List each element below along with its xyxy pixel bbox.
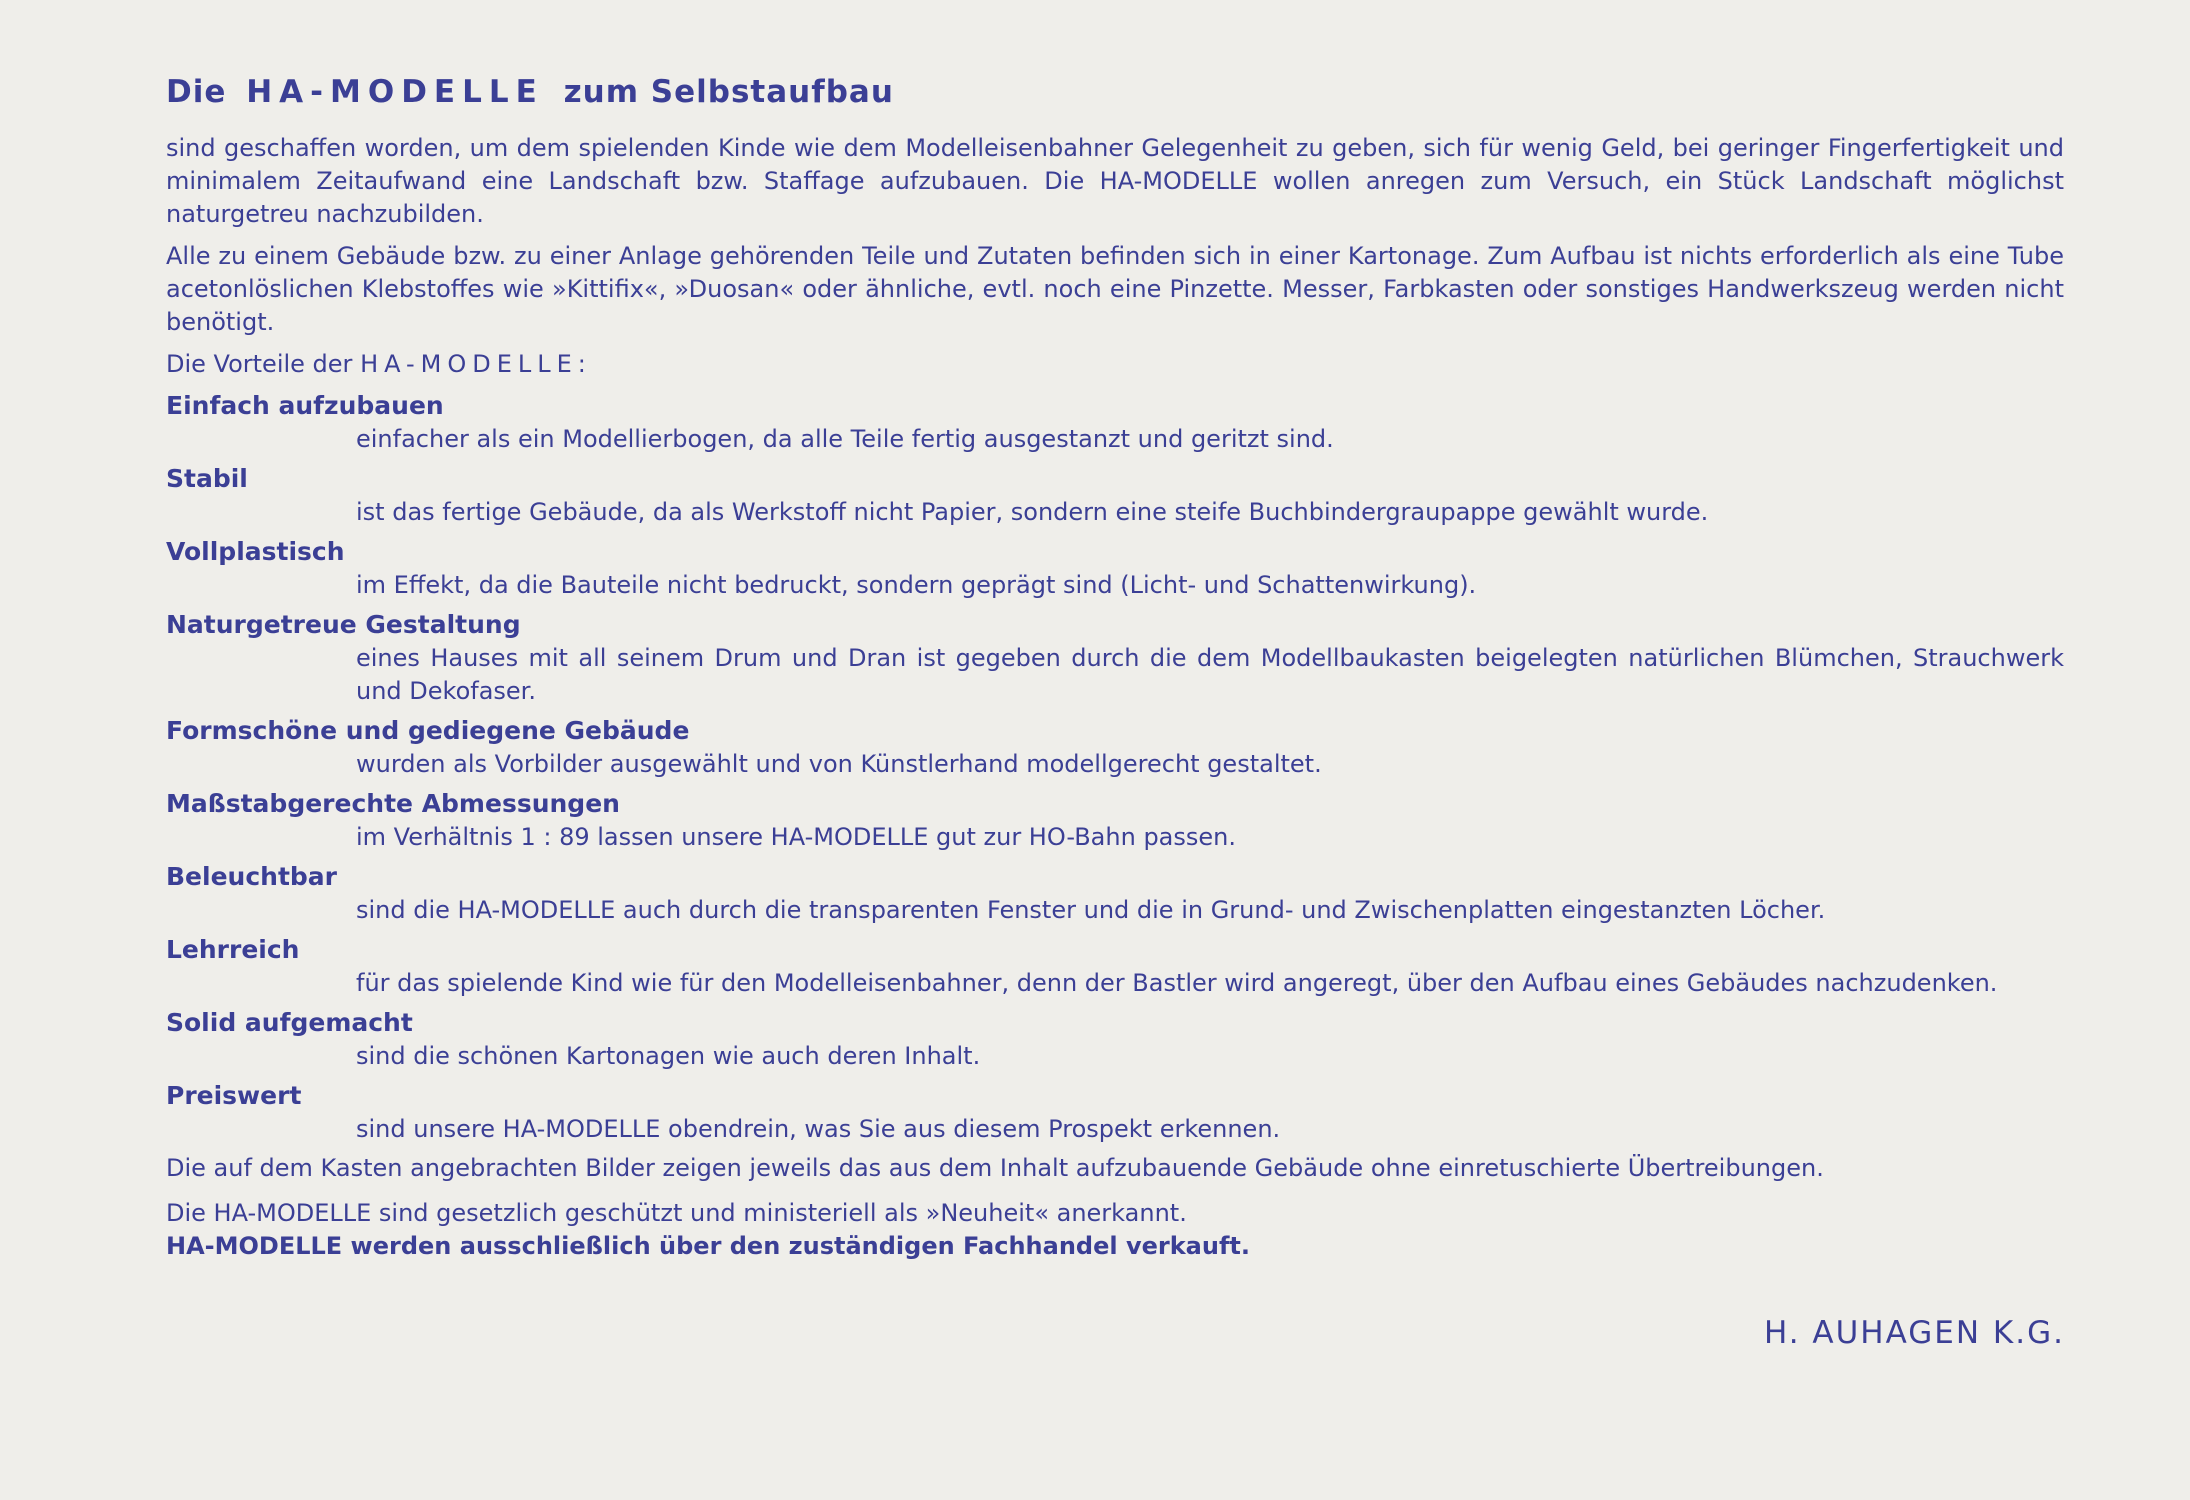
title-prefix: Die (166, 74, 227, 110)
feature-heading: Stabil (166, 464, 248, 493)
protection-note: Die HA-MODELLE sind gesetzlich geschützt und ministeriell als »Neuheit« anerkannt. (166, 1199, 1187, 1227)
feature-heading: Formschöne und gediegene Gebäude (166, 716, 690, 745)
title-brand: HA-MODELLE (246, 74, 544, 110)
intro-paragraph-2: Alle zu einem Gebäude bzw. zu einer Anlage gehörenden Teile und Zutaten befinden sich in einer Kartonage. Zum Aufbau ist nichts erforderlich als eine Tube acetonlöslichen Klebstoffes wie »Kittifix«, »Duosan« oder ähnliche, evtl. noch eine Pinzette. Messer, Farbkasten oder sonstiges Handwerkszeug werden nicht benötigt. (166, 242, 2064, 336)
feature-text: ist das fertige Gebäude, da als Werkstoff nicht Papier, sondern eine steife Buchbindergraupappe gewählt wurde. (356, 498, 1709, 526)
feature-heading: Lehrreich (166, 935, 300, 964)
feature-heading: Preiswert (166, 1081, 302, 1110)
feature-text: einfacher als ein Modellierbogen, da alle Teile fertig ausgestanzt und geritzt sind. (356, 425, 1334, 453)
feature-item (166, 714, 2064, 781)
feature-heading: Beleuchtbar (166, 862, 337, 891)
feature-item (166, 860, 2064, 927)
feature-text: für das spielende Kind wie für den Modelleisenbahner, denn der Bastler wird angeregt, über den Aufbau eines Gebäudes nachzudenken. (356, 969, 1998, 997)
feature-text: sind die HA-MODELLE auch durch die transparenten Fenster und die in Grund- und Zwischenplatten eingestanzten Löcher. (356, 896, 1826, 924)
feature-text: im Effekt, da die Bauteile nicht bedruckt, sondern geprägt sind (Licht- und Schattenwirkung). (356, 571, 1477, 599)
feature-heading: Vollplastisch (166, 537, 345, 566)
feature-item (166, 389, 2064, 456)
feature-item (166, 608, 2064, 708)
feature-text: sind die schönen Kartonagen wie auch deren Inhalt. (356, 1042, 981, 1070)
retail-note: HA-MODELLE werden ausschließlich über den zuständigen Fachhandel verkauft. (166, 1232, 1250, 1260)
advantages-prefix: Die Vorteile der (166, 350, 353, 378)
title-suffix: zum Selbstaufbau (563, 74, 894, 110)
feature-item (166, 535, 2064, 602)
closing-block (166, 1197, 2064, 1263)
feature-item (166, 933, 2064, 1000)
feature-item (166, 1006, 2064, 1073)
feature-item (166, 1079, 2064, 1146)
feature-text: eines Hauses mit all seinem Drum und Dran ist gegeben durch die dem Modellbaukasten beigelegten natürlichen Blümchen, Strauchwerk und Dekofaser. (356, 644, 2064, 705)
feature-heading: Einfach aufzubauen (166, 391, 444, 420)
advantages-label (166, 348, 2064, 381)
advantages-brand: HA-MODELLE: (360, 350, 592, 378)
pictures-note: Die auf dem Kasten angebrachten Bilder zeigen jeweils das aus dem Inhalt aufzubauende Gebäude ohne einretuschierte Übertreibungen. (166, 1154, 1824, 1182)
intro-paragraph-1: sind geschaffen worden, um dem spielenden Kinde wie dem Modelleisenbahner Gelegenheit zu geben, sich für wenig Geld, bei geringer Fingerfertigkeit und minimalem Zeitaufwand eine Landschaft bzw. Staffage aufzubauen. Die HA-MODELLE wollen anregen zum Versuch, ein Stück Landschaft möglichst naturgetreu nachzubilden. (166, 134, 2064, 228)
feature-text: sind unsere HA-MODELLE obendrein, was Sie aus diesem Prospekt erkennen. (356, 1115, 1281, 1143)
feature-item (166, 462, 2064, 529)
feature-heading: Solid aufgemacht (166, 1008, 413, 1037)
company-signature: H. AUHAGEN K.G. (1763, 1315, 2065, 1351)
brochure-page (166, 74, 2064, 1263)
feature-item (166, 787, 2064, 854)
feature-heading: Naturgetreue Gestaltung (166, 610, 521, 639)
feature-text: wurden als Vorbilder ausgewählt und von Künstlerhand modellgerecht gestaltet. (356, 750, 1322, 778)
feature-text: im Verhältnis 1 : 89 lassen unsere HA-MODELLE gut zur HO-Bahn passen. (356, 823, 1236, 851)
document-title (166, 74, 2064, 110)
feature-heading: Maßstabgerechte Abmessungen (166, 789, 620, 818)
